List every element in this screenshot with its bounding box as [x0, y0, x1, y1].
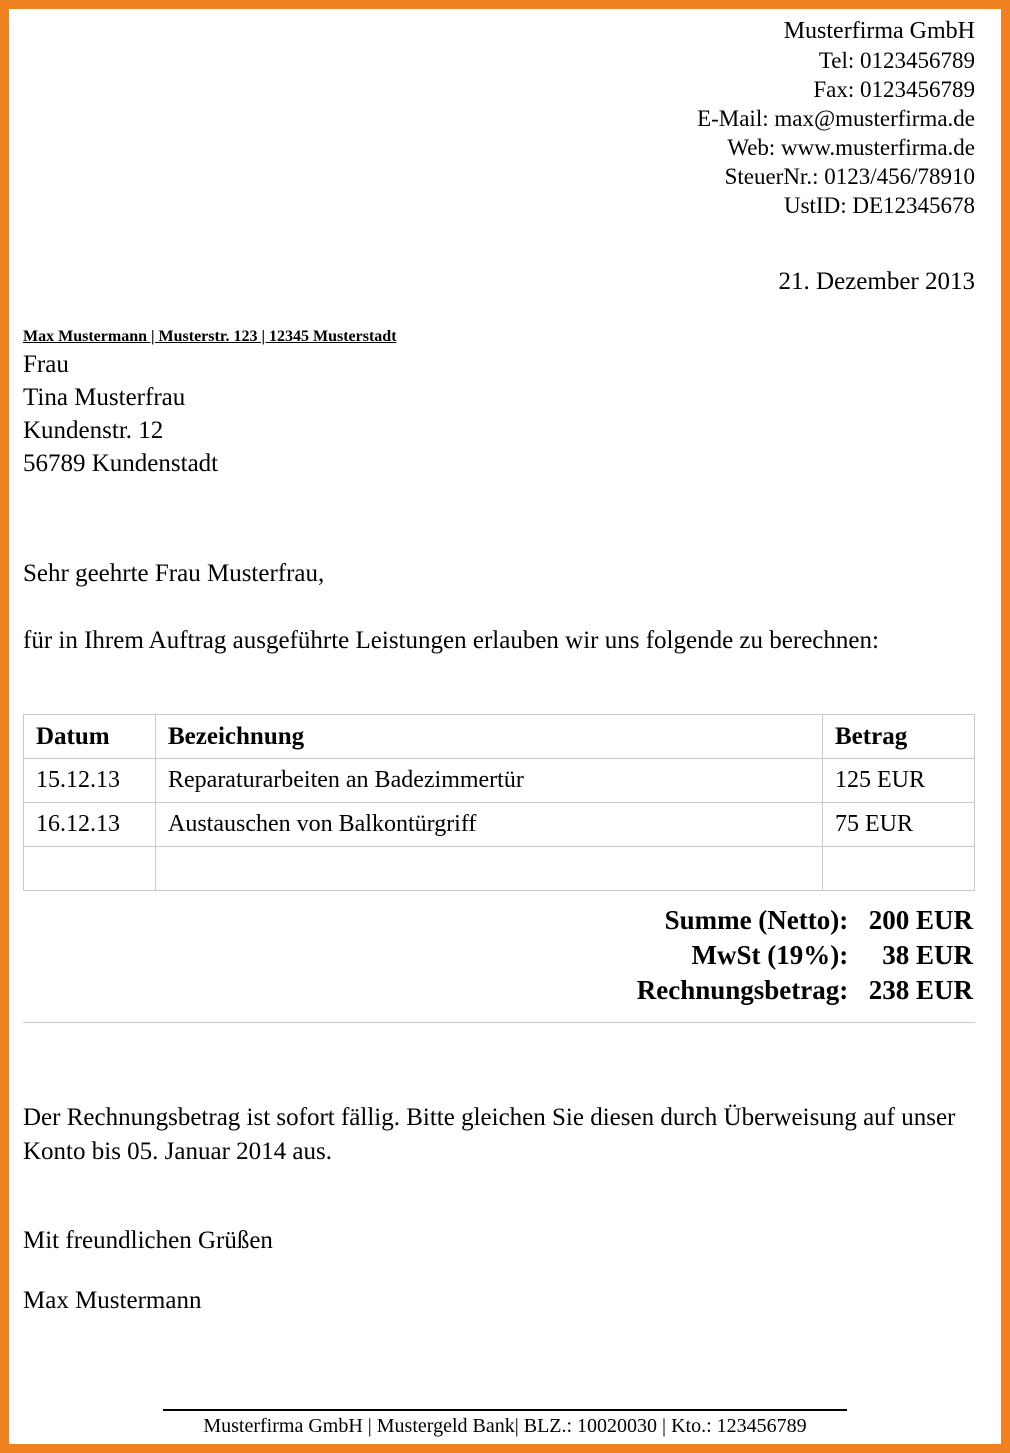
cell-betrag: 75 EUR: [823, 803, 975, 847]
table-row-empty: [24, 847, 975, 891]
payment-note: Der Rechnungsbetrag ist sofort fällig. Bitte gleichen Sie diesen durch Überweisung auf unser Konto bis 05. Januar 2014 aus.: [23, 1104, 956, 1165]
column-header-datum: Datum: [24, 715, 156, 759]
table-row: [24, 759, 975, 803]
cell-datum: [24, 847, 156, 891]
company-steuernr: SteuerNr.: 0123/456/78910: [724, 164, 975, 189]
cell-bezeichnung: Austauschen von Balkontürgriff: [156, 803, 823, 847]
sender-address-line: Max Mustermann | Musterstr. 123 | 12345 Musterstadt: [23, 328, 397, 345]
total-rechnungsbetrag: [23, 973, 973, 1008]
column-header-bezeichnung: Bezeichnung: [156, 715, 823, 759]
salutation: Sehr geehrte Frau Musterfrau,: [23, 560, 325, 587]
closing-regards: Mit freundlichen Grüßen: [23, 1227, 273, 1254]
company-fax: Fax: 0123456789: [813, 77, 975, 102]
total-netto: [23, 903, 973, 938]
total-netto-label: Summe (Netto):: [664, 905, 849, 935]
company-name: Musterfirma GmbH: [783, 18, 975, 44]
letter-date: 21. Dezember 2013: [778, 268, 975, 295]
recipient-name: Tina Musterfrau: [23, 384, 186, 411]
company-header: [23, 17, 975, 220]
company-web: Web: www.musterfirma.de: [727, 135, 975, 160]
cell-bezeichnung: Reparaturarbeiten an Badezimmertür: [156, 759, 823, 803]
table-header-row: [24, 715, 975, 759]
table-row: [24, 803, 975, 847]
recipient-salutation: Frau: [23, 351, 69, 378]
intro-paragraph: für in Ihrem Auftrag ausgeführte Leistungen erlauben wir uns folgende zu berechnen:: [23, 627, 879, 654]
column-header-betrag: Betrag: [823, 715, 975, 759]
total-netto-value: 200 EUR: [868, 905, 973, 935]
invoice-table: [23, 714, 975, 891]
cell-betrag: 125 EUR: [823, 759, 975, 803]
recipient-street: Kundenstr. 12: [23, 417, 164, 444]
cell-bezeichnung: [156, 847, 823, 891]
page-footer: [9, 1409, 1001, 1438]
recipient-city: 56789 Kundenstadt: [23, 450, 219, 477]
recipient-address: [23, 348, 975, 480]
cell-betrag: [823, 847, 975, 891]
footer-bank-details: Musterfirma GmbH | Mustergeld Bank| BLZ.: 10020030 | Kto.: 123456789: [163, 1409, 846, 1438]
totals-block: [23, 891, 975, 1023]
total-mwst-value: 38 EUR: [882, 940, 973, 970]
company-tel: Tel: 0123456789: [818, 48, 975, 73]
cell-datum: 15.12.13: [24, 759, 156, 803]
total-mwst-label: MwSt (19%):: [691, 940, 849, 970]
cell-datum: 16.12.13: [24, 803, 156, 847]
total-mwst: [23, 938, 973, 973]
company-email: E-Mail: max@musterfirma.de: [697, 106, 975, 131]
signature-name: Max Mustermann: [23, 1287, 202, 1314]
total-rechnungsbetrag-value: 238 EUR: [868, 975, 973, 1005]
total-rechnungsbetrag-label: Rechnungsbetrag:: [636, 975, 849, 1005]
company-ustid: UstID: DE12345678: [783, 193, 975, 218]
